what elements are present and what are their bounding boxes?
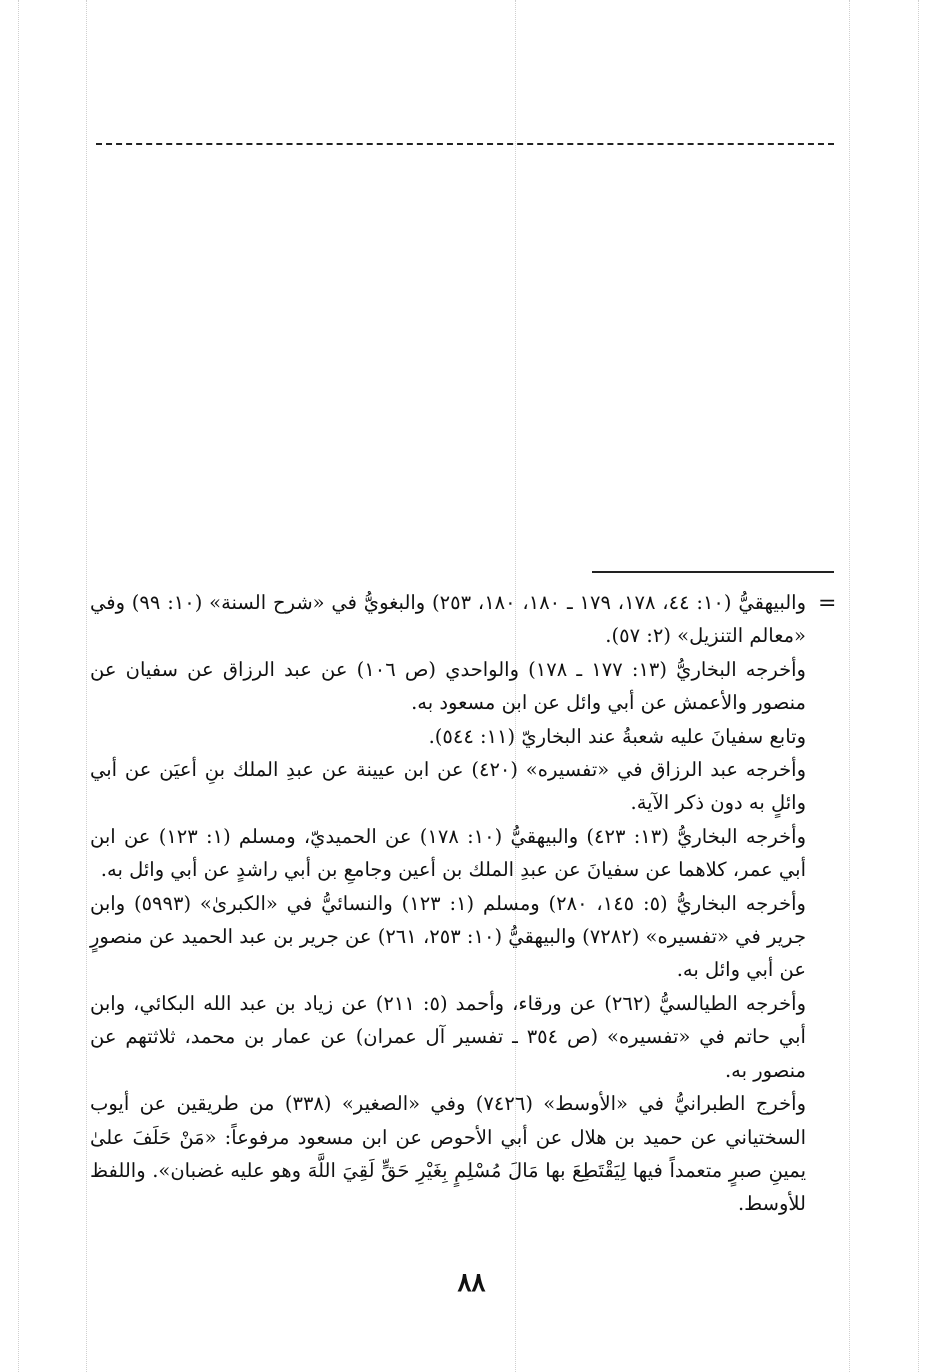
dashed-separator xyxy=(96,143,834,145)
scan-guide-line xyxy=(18,0,19,1372)
footnote-paragraph: والبيهقيُّ (١٠: ٤٤، ١٧٨، ١٧٩ ـ ١٨٠، ١٨٠، ٢٥٣) والبغويُّ في «شرح السنة» (١٠: ٩٩) وفي «معالم التنزيل» (٢: ٥٧). xyxy=(90,591,806,648)
footnote-paragraph: وأخرجه عبد الرزاق في «تفسيره» (٤٢٠) عن ابن عيينة عن عبدِ الملك بنِ أعيَن عن أبي وائلٍ به دون ذكر الآية. xyxy=(90,758,807,815)
footnote-paragraph: وأخرجه البخاريُّ (١٣: ٤٢٣) والبيهقيُّ (١٠: ١٧٨) عن الحميديّ، ومسلم (١: ١٢٣) عن ابن أبي عمر، كلاهما عن سفيانَ عن عبدِ الملك بن أعين وجامعِ بن أبي راشدٍ عن أبي وائل به. xyxy=(90,824,806,882)
scan-guide-line xyxy=(86,0,87,1372)
footnote-paragraph: وأخرجه البخاريُّ (٥: ١٤٥، ٢٨٠) ومسلم (١: ١٢٣) والنسائيُّ في «الكبرىٰ» (٥٩٩٣) وابن جرير في «تفسيره» (٧٢٨٢) والبيهقيُّ (١٠: ٢٥٣، ٢٦١) عن جرير بن عبد الحميد عن منصورٍ عن أبي وائل به. xyxy=(90,891,806,982)
footnote-paragraph: وتابع سفيانَ عليه شعبةُ عند البخاريّ (١١: ٥٤٤). xyxy=(428,724,806,748)
footnote-separator xyxy=(592,571,834,573)
scan-guide-line xyxy=(849,0,850,1372)
footnotes-block xyxy=(90,586,806,1221)
continuation-mark: = xyxy=(818,591,837,616)
footnote-paragraph: وأخرج الطبرانيُّ في «الأوسط» (٧٤٢٦) وفي «الصغير» (٣٣٨) من طريقين عن أيوب السختياني عن حميد بن هلال عن أبي الأحوص عن ابن مسعود مرفوعاً: «مَنْ حَلَفَ علىٰ يمينِ صبرٍ متعمداً فيها لِيَقْتَطِعَ بها مَالَ مُسْلِمٍ بِغَيْرِ حَقٍّ لَقِيَ اللَّهَ وهو عليه غضبان». واللفظ للأوسط. xyxy=(90,1092,807,1216)
page-number: ٨٨ xyxy=(457,1268,486,1298)
footnote-paragraph: وأخرجه الطيالسيُّ (٢٦٢) عن ورقاء، وأحمد (٥: ٢١١) عن زياد بن عبد الله البكائي، وابن أبي حاتم في «تفسيره» (ص ٣٥٤ ـ تفسير آل عمران) عن عمار بن محمد، ثلاثتهم عن منصور به. xyxy=(90,991,806,1082)
footnote-paragraph: وأخرجه البخاريُّ (١٣: ١٧٧ ـ ١٧٨) والواحدي (ص ١٠٦) عن عبد الرزاق عن سفيان عن منصور والأعمش عن أبي وائل عن ابن مسعود به. xyxy=(90,657,806,715)
scan-guide-line xyxy=(918,0,919,1372)
